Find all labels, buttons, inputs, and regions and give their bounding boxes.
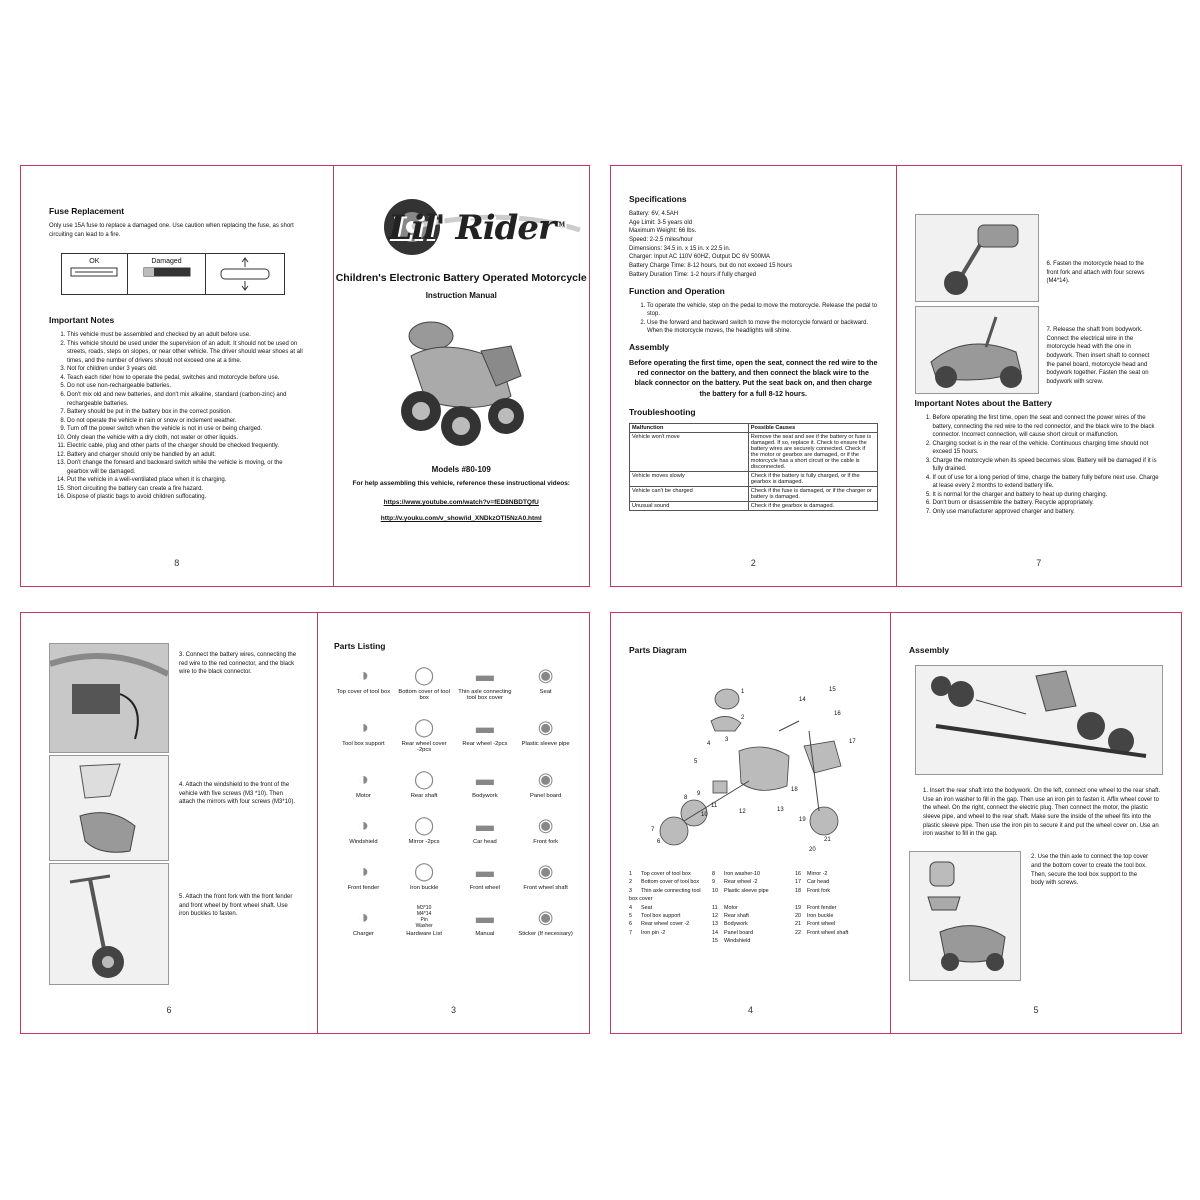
- part-label: Mirror -2pcs: [408, 839, 440, 845]
- rear-shaft-image: [915, 665, 1163, 775]
- battery-notes-list: [915, 414, 1164, 516]
- troubleshooting-table: [629, 423, 878, 511]
- list-item: 3. Charge the motorcycle when its speed becomes slow. Battery will be damaged if it is fully drained.: [933, 457, 1164, 474]
- part-item: [334, 859, 393, 891]
- svg-text:1: 1: [741, 689, 745, 695]
- step-7-text: 7. Release the shaft from bodywork. Connect the electrical wire in the motorcycle head with the one in bodywork. Then insert shaft to connect the panel board, motorcycle head and bodywork together. Fasten the seat on bodywork with screw.: [1046, 327, 1150, 386]
- sheet-bottom-right: [610, 612, 1182, 1034]
- part-item: [516, 767, 575, 799]
- table-row: [630, 487, 878, 502]
- parts-legend: [629, 870, 874, 945]
- part-icon: ▬: [475, 860, 494, 881]
- page-number: 3: [450, 1005, 456, 1015]
- hardware-item: Washer: [415, 923, 433, 929]
- video-link-youku[interactable]: http://v.youku.com/v_show/id_XNDkzOTI5NzA0.html: [380, 515, 542, 522]
- page-8: [21, 166, 333, 586]
- exploded-parts-diagram: [629, 671, 869, 861]
- legend-label: Plastic sleeve pipe: [724, 887, 769, 894]
- part-label: Windshield: [349, 839, 378, 845]
- legend-number: 1: [629, 871, 632, 877]
- legend-number: 18: [795, 887, 801, 894]
- legend-label: Tool box support: [641, 912, 681, 919]
- list-item: 4. Teach each rider how to operate the pedal, switches and motorcycle before use.: [67, 374, 305, 383]
- step-5-image: [49, 863, 169, 985]
- part-item: [334, 767, 393, 799]
- legend-label: Front wheel: [807, 921, 836, 928]
- legend-item: [629, 904, 708, 912]
- legend-number: 3: [629, 887, 632, 894]
- part-label: Iron buckle: [409, 885, 439, 891]
- legend-number: 21: [795, 921, 801, 928]
- assembly-title: Assembly: [629, 341, 670, 352]
- fuse-text: Only use 15A fuse to replace a damaged one. Use caution when replacing the fuse, as short circuiting can lead to a fire.: [49, 223, 294, 238]
- front-fork-illustration: [916, 215, 1038, 301]
- part-item: [395, 767, 454, 799]
- function-list: [629, 302, 878, 336]
- part-label: Plastic sleeve pipe: [521, 741, 570, 747]
- legend-number: 8: [712, 871, 715, 877]
- svg-text:17: 17: [849, 739, 856, 745]
- legend-number: 13: [712, 921, 718, 928]
- svg-text:9: 9: [697, 791, 701, 797]
- legend-item: [712, 904, 791, 912]
- hardware-item: M4*14: [416, 911, 432, 917]
- list-item: 12. Battery and charger should only be handled by an adult.: [67, 451, 305, 460]
- spec-item: Battery: 6V, 4.5AH: [629, 211, 679, 217]
- legend-number: 6: [629, 921, 632, 928]
- part-item: [516, 663, 575, 701]
- cover-title: Children's Electronic Battery Operated Motorcycle: [335, 272, 587, 284]
- list-item: 13. Don't change the forward and backward switch while the vehicle is moving, or the gearbox will be damaged.: [67, 459, 305, 476]
- part-item: [395, 859, 454, 891]
- legend-item: [795, 929, 874, 937]
- legend-item: [795, 870, 874, 878]
- part-item: [395, 663, 454, 701]
- part-label: Front wheel: [469, 885, 501, 891]
- part-label: Charger: [352, 931, 374, 937]
- list-item: 2. Use the forward and backward switch to move the motorcycle forward or backward. When the motorcycle moves, the headlights will shine.: [647, 319, 878, 336]
- step-1-text: 1. Insert the rear shaft into the bodywork. On the left, connect one wheel to the rear shaft. Use an iron washer to fill in the gap. Then use an iron pin to fasten it. Affix wheel cover to the wheel. On the right, connect the electric plug. Then connect the motor, the plastic sleeve pipe, and wheel to the rear shaft. Make sure the inside of the wheel fits into the plastic sleeve pipe. Then use the iron pin to secure it and put the wheel cover on. Use an iron washer to fill in the gap.: [923, 788, 1161, 838]
- legend-label: Iron buckle: [807, 912, 834, 919]
- svg-text:3: 3: [725, 737, 729, 743]
- legend-item: [712, 920, 791, 928]
- svg-text:5: 5: [694, 759, 698, 765]
- spec-item: Age Limit: 3-5 years old: [629, 219, 693, 226]
- svg-text:6: 6: [657, 839, 661, 845]
- fuse-damaged-label: Damaged: [151, 258, 182, 266]
- part-label: Panel board: [529, 793, 562, 799]
- legend-number: 17: [795, 879, 801, 886]
- spec-item: Battery Charge Time: 8-12 hours, but do not exceed 15 hours: [629, 263, 793, 270]
- legend-item: [629, 870, 708, 878]
- svg-text:18: 18: [791, 787, 798, 793]
- battery-notes-title: Important Notes about the Battery: [914, 398, 1052, 408]
- page-2: [611, 166, 896, 586]
- part-label: Rear wheel cover -2pcs: [401, 741, 447, 753]
- table-row: [630, 472, 878, 487]
- function-title: Function and Operation: [629, 285, 725, 296]
- part-label: Front wheel shaft: [523, 885, 568, 891]
- model-number: Models #80-109: [431, 465, 491, 474]
- part-item: [334, 715, 393, 753]
- legend-label: Top cover of tool box: [641, 871, 691, 877]
- legend-label: Windshield: [724, 938, 751, 944]
- table-cell: Check if the fuse is damaged, or if the charger or battery is damaged.: [748, 487, 877, 502]
- part-label: Thin axle connecting tool box cover: [458, 689, 512, 701]
- hardware-item: Pin: [420, 917, 428, 923]
- list-item: 1. This vehicle must be assembled and checked by an adult before use.: [67, 331, 305, 340]
- legend-label: Mirror -2: [807, 871, 828, 877]
- sheet-top-right: [610, 165, 1182, 587]
- svg-text:15: 15: [829, 687, 836, 693]
- legend-number: 5: [629, 912, 632, 919]
- page-cover: [333, 166, 590, 586]
- step-6-text: 6. Fasten the motorcycle head to the front fork and attach with four screws (M4*14).: [1046, 261, 1145, 285]
- legend-item: [712, 878, 791, 886]
- legend-label: Bodywork: [724, 921, 748, 928]
- part-item: [456, 905, 515, 937]
- part-icon: ▬: [475, 768, 494, 789]
- fuse-ok-label: OK: [89, 258, 100, 266]
- legend-label: Rear shaft: [724, 912, 749, 919]
- legend-label: Front fender: [807, 904, 837, 911]
- part-icon: ◉: [537, 716, 554, 737]
- legend-item: [629, 920, 708, 928]
- part-item: [334, 663, 393, 701]
- list-item: 7. Battery should be put in the battery box in the correct position.: [67, 408, 305, 417]
- legend-label: Motor: [724, 904, 738, 911]
- part-item: [334, 813, 393, 845]
- front-wheel-illustration: [50, 864, 168, 984]
- motorcycle-image: [386, 306, 536, 456]
- spec-item: Maximum Weight: 66 lbs.: [629, 228, 697, 235]
- list-item: 6. Don't burn or disassemble the battery. Recycle appropriately.: [933, 499, 1164, 508]
- part-label: Bottom cover of tool box: [398, 689, 450, 701]
- legend-label: Thin axle connecting tool box cover: [629, 887, 701, 903]
- part-icon: ◑: [357, 814, 369, 835]
- legend-label: Rear wheel -2: [724, 879, 758, 886]
- svg-text:20: 20: [809, 847, 816, 853]
- svg-text:13: 13: [777, 807, 784, 813]
- table-row: [630, 433, 878, 472]
- list-item: 11. Electric cable, plug and other parts of the charger should be checked frequently.: [67, 442, 305, 451]
- legend-item: [712, 912, 791, 920]
- part-icon: ◑: [357, 716, 369, 737]
- video-link-youtube[interactable]: https://www.youtube.com/watch?v=fED8NBDTQfU: [383, 499, 539, 506]
- part-icon: ◯: [414, 860, 435, 881]
- step-6-image: [915, 214, 1039, 302]
- part-item: [395, 905, 454, 937]
- list-item: 6. Don't mix old and new batteries, and don't mix alkaline, standard (carbon-zinc) and rechargeable batteries.: [67, 391, 305, 408]
- spec-item: Battery Duration Time: 1-2 hours if fully charged: [629, 271, 757, 278]
- legend-number: 11: [712, 904, 718, 911]
- list-item: 2. Charging socket is in the rear of the vehicle. Continuous charging time should not exceed 15 hours.: [933, 440, 1164, 457]
- svg-text:11: 11: [711, 803, 718, 809]
- legend-label: Rear wheel cover -2: [641, 921, 690, 928]
- table-cell: Check if the battery is fully charged, or if the gearbox is damaged.: [748, 472, 877, 487]
- list-item: 8. Do not operate the vehicle in rain or snow or inclement weather.: [67, 417, 305, 426]
- part-label: Front fork: [533, 839, 559, 845]
- list-item: 15. Short circuiting the battery can create a fire hazard.: [67, 485, 305, 494]
- step-3-text: 3. Connect the battery wires, connecting the red wire to the red connector, and the black wire to the black connector.: [179, 652, 297, 676]
- table-cell: Vehicle moves slowly: [630, 472, 749, 487]
- legend-item: [712, 887, 791, 904]
- tool-box-image: [909, 851, 1021, 981]
- part-label: Front fender: [347, 885, 380, 891]
- part-label: Rear wheel -2pcs: [462, 741, 508, 747]
- legend-number: 19: [795, 904, 801, 911]
- part-icon: ▬: [475, 906, 494, 927]
- part-icon: ◑: [357, 860, 369, 881]
- legend-label: Seat: [641, 904, 653, 911]
- page-number: 4: [747, 1005, 753, 1015]
- table-cell: Unusual sound: [630, 502, 749, 511]
- part-label: Bodywork: [472, 793, 498, 799]
- notes-title: Important Notes: [49, 315, 115, 326]
- svg-text:21: 21: [824, 837, 831, 843]
- legend-item: [795, 887, 874, 904]
- list-item: 7. Only use manufacturer approved charger and battery.: [933, 508, 1164, 517]
- part-label: Sticker (If necessary): [518, 931, 573, 937]
- part-icon: ◑: [357, 768, 369, 789]
- legend-item: [795, 937, 874, 945]
- spec-item: Charger: Input AC 110V 60HZ, Output DC 6V 500MA: [629, 254, 770, 261]
- legend-label: Iron washer-10: [724, 871, 760, 877]
- part-item: [456, 663, 515, 701]
- list-item: 5. It is normal for the charger and battery to heat up during charging.: [933, 491, 1164, 500]
- part-item: [516, 715, 575, 753]
- legend-item: [629, 937, 708, 945]
- part-icon: ▬: [475, 664, 494, 685]
- page-6: [21, 613, 317, 1033]
- part-label: Rear shaft: [410, 793, 438, 799]
- step-3-image: [49, 643, 169, 753]
- page-number: 2: [750, 558, 756, 568]
- part-item: [334, 905, 393, 937]
- spec-item: Dimensions: 34.5 in. x 15 in. x 22.5 in.: [629, 245, 731, 252]
- part-item: [516, 859, 575, 891]
- battery-compartment-illustration: [50, 644, 168, 752]
- parts-listing-title: Parts Listing: [334, 641, 386, 651]
- part-icon: ▬: [475, 716, 494, 737]
- part-item: [516, 813, 575, 845]
- list-item: 10. Only clean the vehicle with a dry cloth, not water or other liquids.: [67, 434, 305, 443]
- table-cell: Check if the gearbox is damaged.: [748, 502, 877, 511]
- windshield-illustration: [50, 756, 168, 860]
- part-icon: ◑: [357, 906, 369, 927]
- brand-tm: TM: [554, 221, 565, 229]
- legend-number: 20: [795, 912, 801, 919]
- assembly-text: Before operating the first time, open the seat, connect the red wire to the red connector on the battery, and then connect the black wire to the black connector on the battery. Put the seat back on, and then charge the battery for a full 8-12 hours.: [629, 357, 878, 398]
- legend-label: Bottom cover of tool box: [641, 879, 700, 886]
- table-row: [630, 502, 878, 511]
- part-icon: ◉: [537, 814, 554, 835]
- part-icon: ◉: [537, 906, 554, 927]
- part-label: Manual: [475, 931, 495, 937]
- legend-number: 12: [712, 912, 718, 919]
- step-5-text: 5. Attach the front fork with the front fender and front wheel by front wheel shaft. Use iron buckles to fasten.: [179, 894, 293, 918]
- part-item: [395, 813, 454, 845]
- brand-name: Lil' Rider: [388, 208, 555, 248]
- sheet-top-left: [20, 165, 590, 587]
- table-header: Malfunction: [630, 424, 749, 433]
- bodywork-illustration: [916, 307, 1038, 393]
- help-text: For help assembling this vehicle, reference these instructional videos:: [352, 480, 570, 487]
- part-label: Tool box support: [342, 741, 385, 747]
- legend-number: 2: [629, 879, 632, 886]
- legend-number: 22: [795, 929, 801, 936]
- page5-assembly-title: Assembly: [909, 645, 950, 655]
- legend-number: 14: [712, 929, 718, 936]
- legend-label: Front wheel shaft: [807, 929, 849, 936]
- part-icon: ◑: [357, 664, 369, 685]
- cover-subtitle: Instruction Manual: [425, 291, 497, 300]
- table-cell: Vehicle can't be charged: [630, 487, 749, 502]
- part-item: [516, 905, 575, 937]
- svg-text:16: 16: [834, 711, 841, 717]
- list-item: 16. Dispose of plastic bags to avoid children suffocating.: [67, 493, 305, 502]
- legend-item: [712, 870, 791, 878]
- legend-number: 15: [712, 938, 718, 944]
- part-icon: ◉: [537, 664, 554, 685]
- fuse-diagram: [61, 253, 285, 295]
- sheet-bottom-left: [20, 612, 590, 1034]
- part-item: [456, 767, 515, 799]
- spec-list: [629, 210, 878, 280]
- brand-logo: [334, 196, 590, 258]
- page-3: [317, 613, 589, 1033]
- hardware-item: M3*10: [416, 905, 432, 911]
- part-item: [456, 859, 515, 891]
- step-4-image: [49, 755, 169, 861]
- part-label: Car head: [472, 839, 497, 845]
- table-cell: Vehicle won't move: [630, 433, 749, 472]
- part-icon: ◯: [414, 768, 435, 789]
- svg-text:8: 8: [684, 795, 688, 801]
- spec-item: Speed: 2-2.5 miles/hour: [629, 237, 693, 244]
- part-label: Top cover of tool box: [336, 689, 391, 695]
- notes-list: [49, 331, 305, 501]
- list-item: 4. If out of use for a long period of time, charge the battery fully before next use. Charge at lease every 2 months to extend battery life.: [933, 474, 1164, 491]
- tool-box-illustration: [910, 852, 1020, 980]
- fuse-holder-icon: [215, 257, 275, 291]
- legend-item: [629, 878, 708, 886]
- part-item: [456, 813, 515, 845]
- part-item: [456, 715, 515, 753]
- svg-text:12: 12: [739, 809, 746, 815]
- list-item: 2. This vehicle should be used under the supervision of an adult. It should not be used on streets, roads, steps on slopes, or near other vehicle. The driver should wear shoes at all times, and the number of drivers should not exceed one at a time.: [67, 340, 305, 366]
- legend-number: 9: [712, 879, 715, 886]
- page-number: 8: [174, 558, 180, 568]
- legend-number: 7: [629, 929, 632, 936]
- svg-text:7: 7: [651, 827, 655, 833]
- troubleshooting-title: Troubleshooting: [629, 407, 696, 418]
- legend-label: Panel board: [724, 929, 754, 936]
- list-item: 9. Turn off the power switch when the vehicle is not in use or being charged.: [67, 425, 305, 434]
- legend-number: 16: [795, 871, 801, 877]
- fuse-damaged-icon: [142, 265, 192, 279]
- table-cell: Remove the seat and see if the battery or fuse is damaged. If so, replace it. Check to ensure the battery wires are securely connected. Check if the motor or gearbox are damaged, or if the motorcycle has a short circuit or the cable is disconnected.: [748, 433, 877, 472]
- part-item: [395, 715, 454, 753]
- step-4-text: 4. Attach the windshield to the front of the vehicle with five screws (M3 *10). Then attach the mirrors with four screws (M3*10).: [179, 782, 296, 806]
- part-icon: ◉: [537, 768, 554, 789]
- step-2-text: 2. Use the thin axle to connect the top cover and the bottom cover to create the tool box. Then, secure the tool box support to the body with screws.: [1031, 854, 1149, 887]
- legend-item: [795, 920, 874, 928]
- legend-item: [629, 929, 708, 937]
- page-number: 6: [166, 1005, 172, 1015]
- legend-item: [712, 929, 791, 937]
- legend-number: 4: [629, 904, 632, 911]
- table-header: Possible Causes: [748, 424, 877, 433]
- parts-grid: [334, 663, 575, 937]
- part-icon: ◯: [414, 814, 435, 835]
- list-item: 1. Before operating the first time, open the seat and connect the power wires of the battery, connecting the red wire to the red connector, and the black wire to the black connector. Incorrect connection, will cause short circuit or malfunction.: [933, 414, 1164, 440]
- svg-text:19: 19: [799, 817, 806, 823]
- legend-label: Iron pin -2: [641, 929, 666, 936]
- legend-label: Front fork: [807, 887, 831, 894]
- legend-item: [795, 912, 874, 920]
- legend-number: 10: [712, 887, 718, 894]
- fuse-ok-icon: [69, 265, 119, 279]
- page-5: [890, 613, 1181, 1033]
- part-label: Seat: [539, 689, 552, 695]
- legend-item: [712, 937, 791, 945]
- part-icon: [395, 905, 454, 929]
- part-label: Hardware List: [406, 931, 442, 937]
- legend-label: Car head: [807, 879, 830, 886]
- svg-text:10: 10: [701, 812, 708, 818]
- part-icon: ▬: [475, 814, 494, 835]
- legend-item: [629, 887, 708, 904]
- list-item: 5. Do not use non-rechargeable batteries.: [67, 382, 305, 391]
- svg-text:2: 2: [741, 715, 745, 721]
- page-4: [611, 613, 890, 1033]
- rear-shaft-illustration: [916, 666, 1162, 774]
- list-item: 14. Put the vehicle in a well-ventilated place when it is charging.: [67, 476, 305, 485]
- page-number: 7: [1036, 558, 1042, 568]
- fuse-title: Fuse Replacement: [49, 206, 125, 216]
- step-7-image: [915, 306, 1039, 394]
- parts-diagram-title: Parts Diagram: [629, 645, 687, 655]
- svg-text:14: 14: [799, 697, 806, 703]
- list-item: 3. Not for children under 3 years old.: [67, 365, 305, 374]
- legend-item: [795, 878, 874, 886]
- legend-item: [795, 904, 874, 912]
- part-icon: ◯: [414, 716, 435, 737]
- page-number: 5: [1033, 1005, 1039, 1015]
- legend-item: [629, 912, 708, 920]
- page-7: [896, 166, 1182, 586]
- spec-title: Specifications: [629, 194, 687, 204]
- list-item: 1. To operate the vehicle, step on the pedal to move the motorcycle. Release the pedal to stop.: [647, 302, 878, 319]
- part-icon: ◯: [414, 664, 435, 685]
- part-label: Motor: [355, 793, 371, 799]
- svg-text:4: 4: [707, 741, 711, 747]
- part-icon: ◉: [537, 860, 554, 881]
